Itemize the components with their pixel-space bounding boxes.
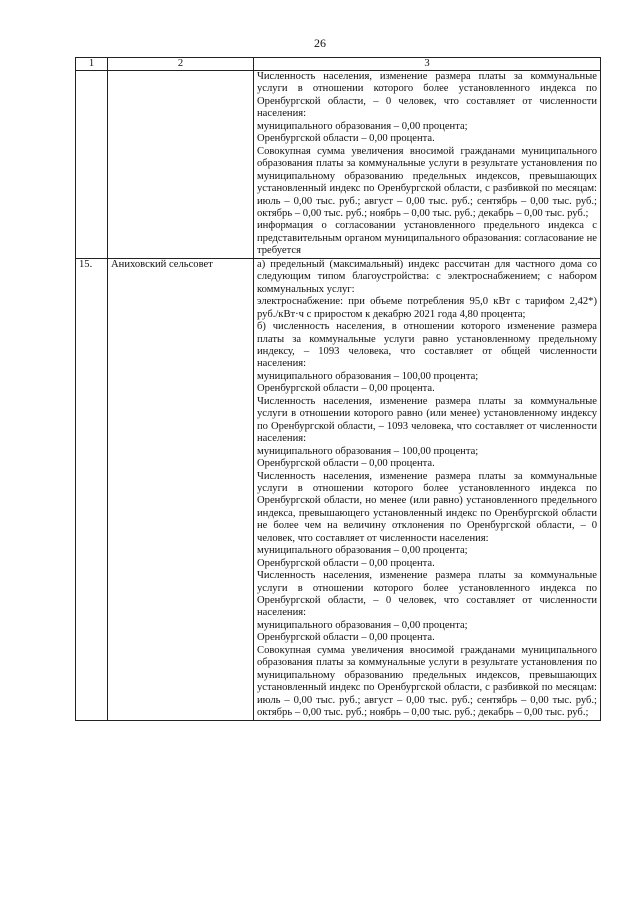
content-paragraph: Оренбургской области – 0,00 процента. — [257, 133, 435, 145]
table-row — [76, 258, 601, 720]
header-col-1: 1 — [76, 58, 108, 71]
header-col-3: 3 — [254, 58, 601, 71]
row-name: Аниховский сельсовет — [108, 258, 254, 720]
content-paragraph: муниципального образования – 0,00 процента; — [257, 120, 468, 132]
page-number: 26 — [314, 36, 326, 50]
content-paragraph: муниципального образования – 100,00 процента; — [257, 370, 479, 382]
content-paragraph: муниципального образования – 0,00 процента; — [257, 619, 468, 631]
content-paragraph: информация о согласовании установленного предельного индекса с представительным органом муниципального образования: согласование не требуется — [257, 220, 597, 257]
document-table — [75, 57, 601, 721]
row-content — [254, 71, 601, 259]
content-paragraph: муниципального образования – 0,00 процента; — [257, 545, 468, 557]
content-paragraph: б) численность населения, в отношении которого изменение размера платы за коммунальные услуги равно установленному предельному индексу, – 1093 человека, что составляет от общей численности населения: — [257, 321, 597, 370]
content-paragraph: Оренбургской области – 0,00 процента. — [257, 383, 435, 395]
content-paragraph: Совокупная сумма увеличения вносимой гражданами муниципального образования платы за коммунальные услуги в результате установления по муниципальному образованию предельных индексов, превышающих установленный индекс по Оренбургской области, с разбивкой по месяцам: июль – 0,00 тыс. руб.; август – 0,00 тыс. руб.; сентябрь – 0,00 тыс. руб.; октябрь – 0,00 тыс. руб.; ноябрь – 0,00 тыс. руб.; декабрь – 0,00 тыс. руб.; — [257, 644, 597, 719]
content-paragraph: Оренбургской области – 0,00 процента. — [257, 557, 435, 569]
row-number — [76, 71, 108, 259]
table-header-row — [76, 58, 601, 71]
header-col-2: 2 — [108, 58, 254, 71]
table-row — [76, 71, 601, 259]
content-paragraph: муниципального образования – 100,00 процента; — [257, 445, 479, 457]
content-paragraph: Численность населения, изменение размера платы за коммунальные услуги в отношении которого более установленного индекса по Оренбургской области, но менее (или равно) установленного предельного индекса, превышающего установленный индекс по Оренбургской области не более чем на величину отклонения по Оренбургской области, – 0 человек, что составляет от численности населения: — [257, 470, 597, 544]
content-paragraph: Численность населения, изменение размера платы за коммунальные услуги в отношении которого равно (или менее) установленному индексу по Оренбургской области, – 1093 человека, что составляет от численности населения: — [257, 395, 597, 445]
content-paragraph: электроснабжение: при объеме потребления 95,0 кВт с тарифом 2,42*) руб./кВт·ч с приростом к декабрю 2021 года 4,80 процента; — [257, 296, 597, 320]
content-paragraph: а) предельный (максимальный) индекс рассчитан для частного дома со следующим типом благоустройства: с электроснабжением; с набором коммунальных услуг: — [257, 258, 597, 295]
row-number: 15. — [76, 258, 108, 720]
row-content — [254, 258, 601, 720]
content-paragraph: Оренбургской области – 0,00 процента. — [257, 632, 435, 644]
content-paragraph: Совокупная сумма увеличения вносимой гражданами муниципального образования платы за коммунальные услуги в результате установления по муниципальному образованию предельных индексов, превышающих установленный индекс по Оренбургской области, с разбивкой по месяцам: июль – 0,00 тыс. руб.; август – 0,00 тыс. руб.; сентябрь – 0,00 тыс. руб.; октябрь – 0,00 тыс. руб.; ноябрь – 0,00 тыс. руб.; декабрь – 0,00 тыс. руб.; — [257, 145, 597, 219]
content-paragraph: Численность населения, изменение размера платы за коммунальные услуги в отношении которого более установленного индекса по Оренбургской области, – 0 человек, что составляет от численности населения: — [257, 71, 597, 120]
content-paragraph: Оренбургской области – 0,00 процента. — [257, 458, 435, 470]
content-paragraph: Численность населения, изменение размера платы за коммунальные услуги в отношении которого более установленного индекса по Оренбургской области, – 0 человек, что составляет от численности населения: — [257, 570, 597, 619]
row-name — [108, 71, 254, 259]
